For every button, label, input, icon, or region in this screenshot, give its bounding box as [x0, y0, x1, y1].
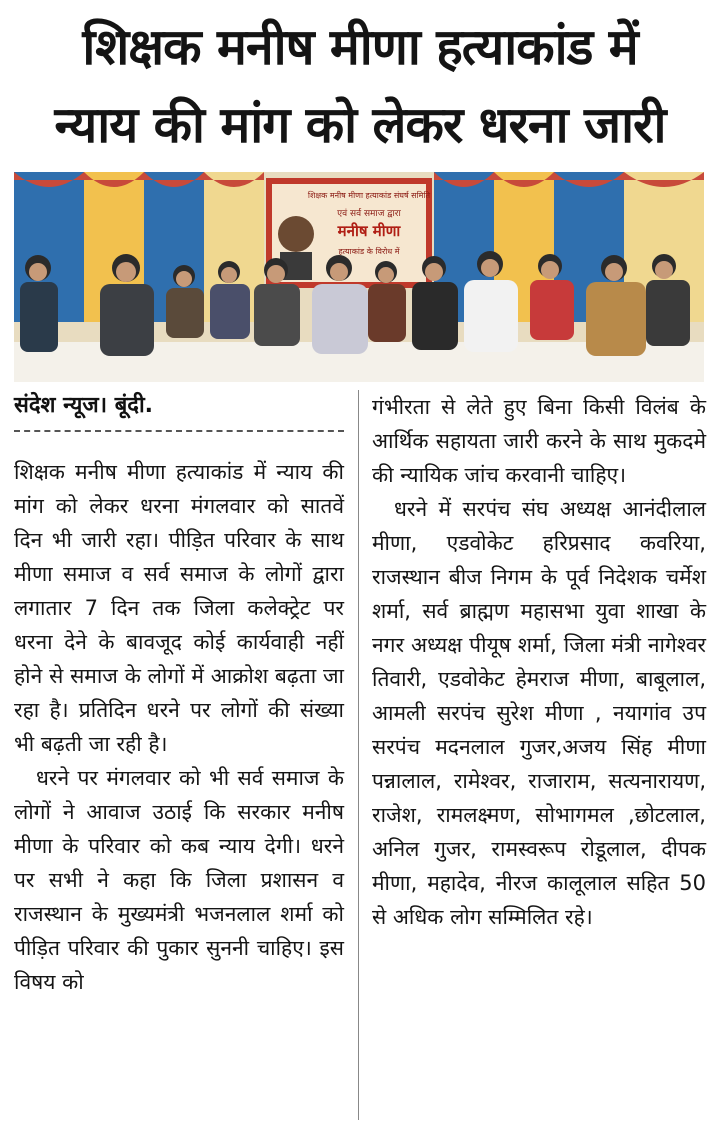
paragraph: शिक्षक मनीष मीणा हत्याकांड में न्याय की मांग को लेकर धरना मंगलवार को सातवें दिन भी जारी रहा। पीड़ित परिवार के साथ मीणा समाज व सर्व समाज के लोगों द्वारा लगातार 7 दिन तक जिला कलेक्ट्रेट पर धरना देने के बावजूद कोई कार्यवाही नहीं होने से समाज के लोगों में आक्रोश बढ़ता जा रहा है। प्रतिदिन धरने पर लोगों की संख्या भी बढ़ती जा रही है।	[14, 460, 344, 756]
banner-line-3: हत्याकांड के विरोध में	[338, 247, 400, 256]
article-right-column	[372, 390, 706, 934]
banner-name: मनीष मीणा	[337, 222, 401, 240]
byline: संदेश न्यूज। बूंदी.	[14, 393, 154, 418]
headline-line-1: शिक्षक मनीष मीणा हत्याकांड में	[82, 18, 638, 76]
paragraph: धरने में सरपंच संघ अध्यक्ष आनंदीलाल मीणा, एडवोकेट हरिप्रसाद कवरिया, राजस्थान बीज निगम के पूर्व निदेशक चर्मेश शर्मा, सर्व ब्राह्मण महासभा युवा शाखा के नगर अध्यक्ष पीयूष शर्मा, जिला मंत्री नागेश्वर तिवारी, एडवोकेट हेमराज मीणा, बाबूलाल, आमली सरपंच सुरेश मीणा , नयागांव उप सरपंच मदनलाल गुजर,अजय सिंह मीणा पन्नालाल, रामेश्वर, राजाराम, सत्यनारायण, राजेश, रामलक्ष्मण, सोभागमल ,छोटलाल, अनिल गुजर, रामस्वरूप रोडूलाल, दीपक मीणा, महादेव, नीरज कालूलाल सहित 50 से अधिक लोग सम्मिलित रहे।	[372, 497, 706, 929]
news-photo	[14, 172, 704, 382]
paragraph: गंभीरता से लेते हुए बिना किसी विलंब के आर्थिक सहायता जारी करने के साथ मुकदमे की न्यायिक जांच करवानी चाहिए।	[372, 395, 706, 487]
headline-line-2: न्याय की मांग को लेकर धरना जारी	[54, 96, 666, 154]
headline	[0, 8, 720, 164]
byline-divider	[14, 430, 344, 432]
banner-line-2: एवं सर्व समाज द्वारा	[337, 209, 401, 219]
article-left-column	[14, 455, 344, 999]
protest-photo-illustration	[14, 172, 704, 382]
paragraph: धरने पर मंगलवार को भी सर्व समाज के लोगों ने आवाज उठाई कि सरकार मनीष मीणा के परिवार को कब न्याय देगी। धरने पर सभी ने कहा कि जिला प्रशासन व राजस्थान के मुख्यमंत्री भजनलाल शर्मा को पीड़ित परिवार की पुकार सुननी चाहिए। इस विषय को	[14, 766, 344, 994]
banner-line-1: शिक्षक मनीष मीणा हत्याकांड संघर्ष समिति	[307, 191, 431, 200]
column-divider	[358, 390, 359, 1120]
